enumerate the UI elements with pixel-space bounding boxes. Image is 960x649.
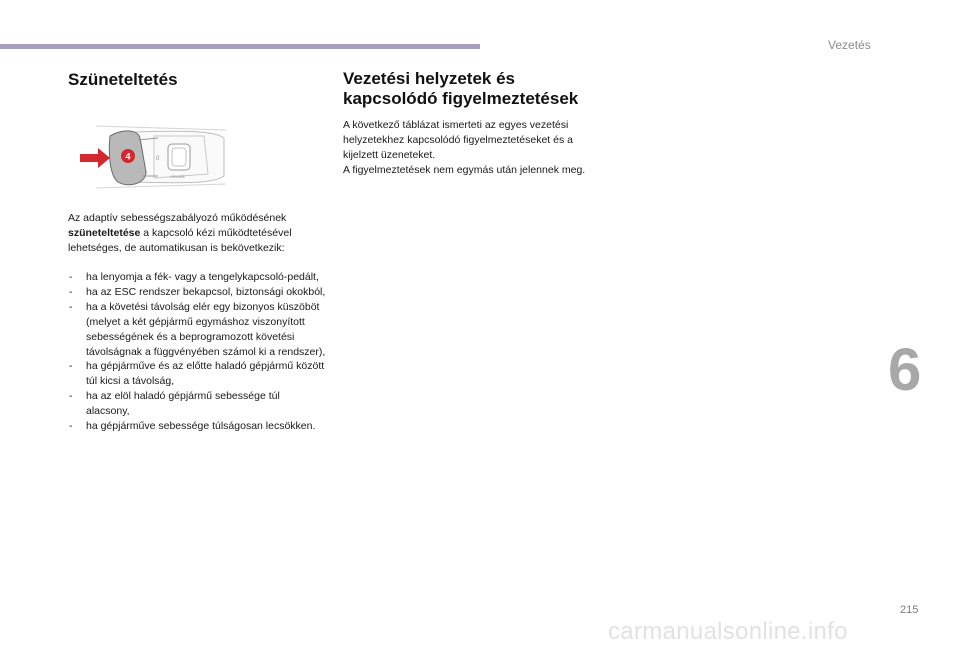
watermark: carmanualsonline.info xyxy=(608,618,848,645)
title-line-2: kapcsolódó figyelmeztetések xyxy=(343,89,579,109)
chapter-number: 6 xyxy=(888,336,922,403)
pause-intro-text xyxy=(68,211,318,256)
list-item: - ha az elöl haladó gépjármű sebessége túl alacsony, xyxy=(68,389,326,419)
callout-number: 4 xyxy=(125,151,131,162)
driving-situations-text xyxy=(343,118,598,178)
intro-text-bold: szüneteltetése xyxy=(68,226,141,239)
section-label: Vezetés xyxy=(828,38,871,52)
paragraph: A figyelmeztetések nem egymás után jelennek meg. xyxy=(343,163,586,176)
title-line-1: Vezetési helyzetek és xyxy=(343,69,516,88)
list-item: - ha lenyomja a fék- vagy a tengelykapcsoló-pedált, xyxy=(68,270,326,285)
list-item: - ha az ESC rendszer bekapcsol, biztonsági okokból, xyxy=(68,285,326,300)
paragraph: A következő táblázat ismerteti az egyes vezetési helyzetekhez kapcsolódó figyelmeztetéseket és a kijelzett üzeneteket. xyxy=(343,119,573,161)
intro-text-end: a kapcsoló kézi működtetésével lehetséges, de automatikusan is bekövetkezik: xyxy=(68,226,292,254)
header-accent-bar xyxy=(0,44,480,49)
intro-text-start: Az adaptív sebességszabályozó működésének xyxy=(68,212,287,224)
cruise-control-switch-illustration xyxy=(76,118,236,194)
section-title-driving-situations xyxy=(343,69,623,110)
switch-label-cruise: CRUISE xyxy=(170,174,186,179)
list-item: - ha gépjárműve és az előtte haladó gépjármű között túl kicsi a távolság, xyxy=(68,359,326,389)
section-title-pause: Szüneteltetés xyxy=(68,70,178,89)
switch-label-zero: 0 xyxy=(156,156,160,162)
pause-conditions-list xyxy=(68,270,326,434)
list-item: - ha gépjárműve sebessége túlságosan lecsökken. xyxy=(68,419,326,434)
list-item: - ha a követési távolság elér egy bizonyos küszöböt (melyet a két gépjármű egymáshoz viszonyított sebességének és a beprogramozott követési távolságnak a függvényében számol ki a rendszer), xyxy=(68,300,326,360)
page-number: 215 xyxy=(900,604,919,616)
